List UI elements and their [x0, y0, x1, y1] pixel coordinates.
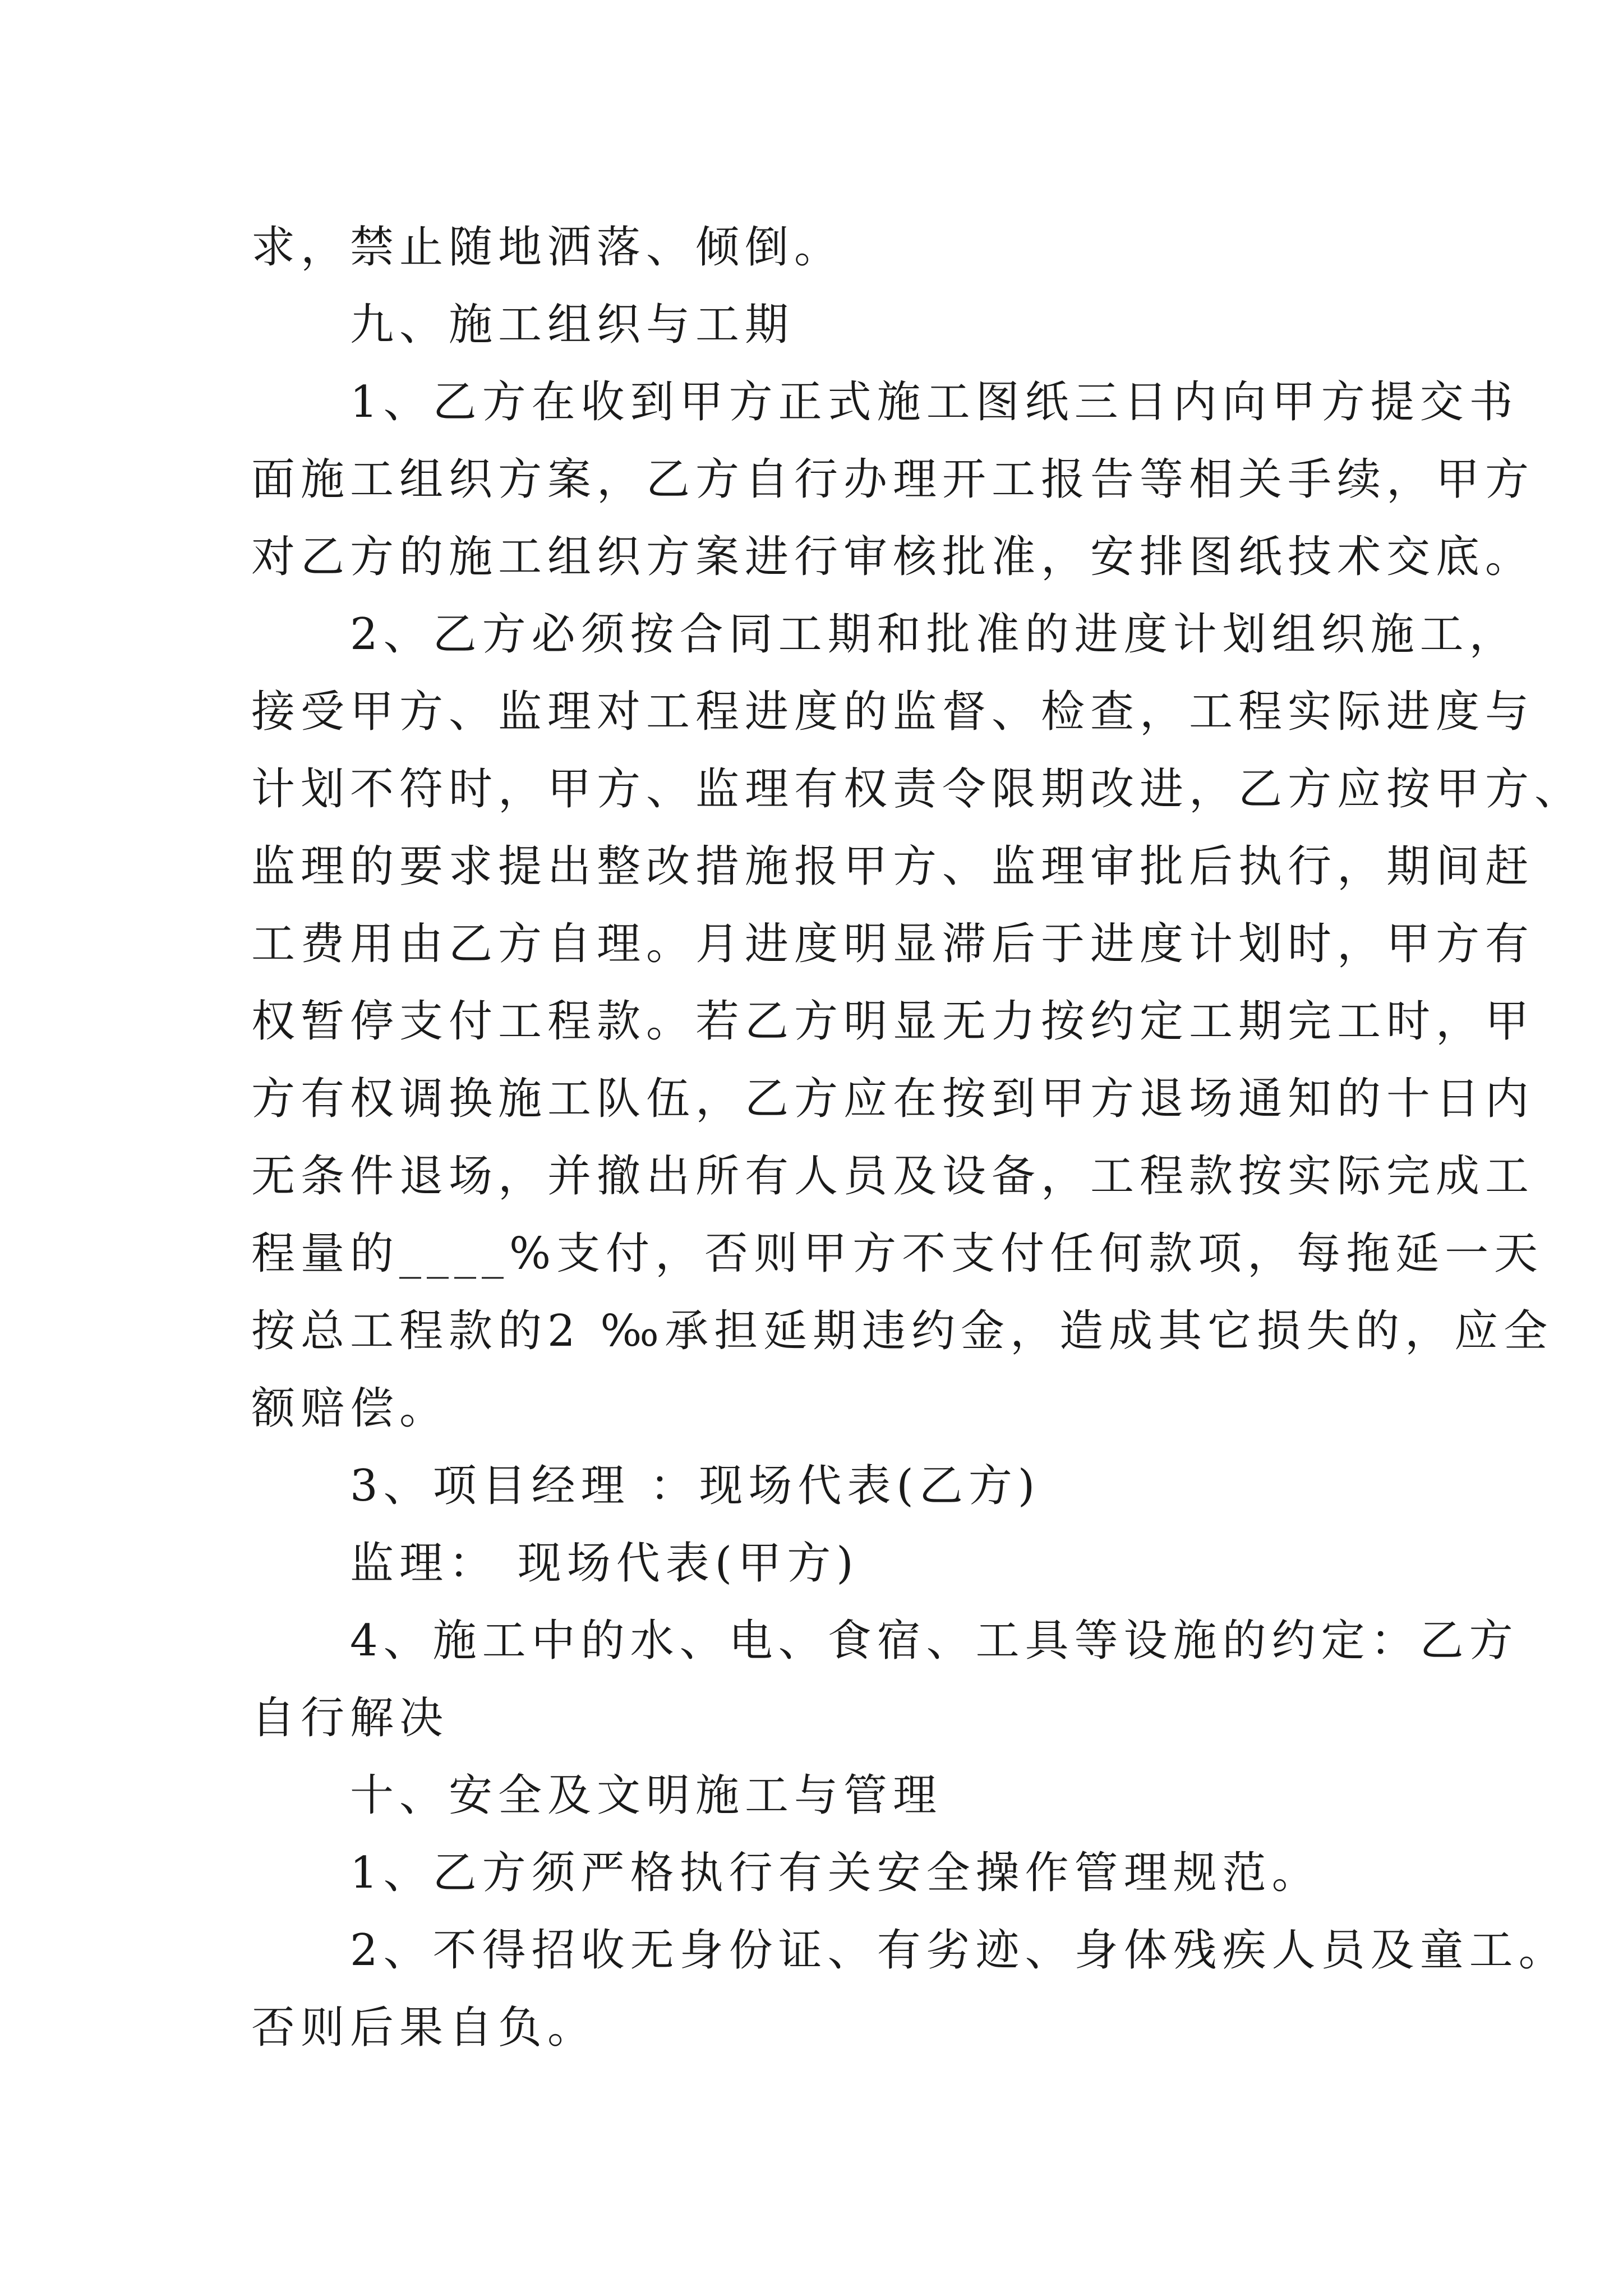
text-line: 权暂停支付工程款。若乙方明显无力按约定工期完工时，甲: [251, 996, 1535, 1047]
text-line: 2、不得招收无身份证、有劣迹、身体残疾人员及童工。: [350, 1925, 1568, 1976]
paragraph-item-1: [251, 364, 1535, 596]
paragraph-item-4: [251, 1602, 1519, 1757]
text-line: 无条件退场，并撤出所有人员及设备，工程款按实际完成工: [251, 1151, 1535, 1202]
section-heading-nine: [251, 286, 1373, 364]
text-line: 监理： 现场代表(甲方): [350, 1538, 859, 1589]
text-line: 求，禁止随地洒落、倾倒。: [251, 222, 844, 273]
text-line: 对乙方的施工组织方案进行审核批准，安排图纸技术交底。: [251, 532, 1535, 582]
paragraph-item-2: [251, 596, 1584, 1447]
text-line: 按总工程款的2 ‰承担延期违约金，造成其它损失的，应全: [251, 1306, 1553, 1356]
text-line: 2、乙方必须按合同工期和批准的进度计划组织施工，: [350, 609, 1519, 660]
text-line: 否则后果自负。: [251, 2003, 597, 2053]
paragraph-item-3: [251, 1447, 1373, 1525]
paragraph-safety-2: [251, 1912, 1568, 2067]
section-heading-ten: [251, 1757, 1373, 1834]
paragraph-continuation: [251, 209, 1373, 286]
text-line: 3、项目经理 ：现场代表(乙方): [350, 1461, 1041, 1511]
text-line: 监理的要求提出整改措施报甲方、监理审批后执行，期间赶: [251, 841, 1535, 892]
paragraph-supervisor: [251, 1525, 1373, 1602]
text-line: 4、施工中的水、电、食宿、工具等设施的约定：乙方: [350, 1616, 1519, 1666]
text-line: 十、安全及文明施工与管理: [350, 1770, 943, 1821]
text-line: 接受甲方、监理对工程进度的监督、检查，工程实际进度与: [251, 687, 1535, 737]
text-line: 1、乙方须严格执行有关安全操作管理规范。: [350, 1848, 1321, 1898]
document-body: [251, 209, 1584, 2067]
text-line: 1、乙方在收到甲方正式施工图纸三日内向甲方提交书: [350, 377, 1519, 427]
text-line: 程量的____%支付，否则甲方不支付任何款项，每拖延一天: [251, 1228, 1544, 1279]
text-line: 方有权调换施工队伍，乙方应在按到甲方退场通知的十日内: [251, 1074, 1535, 1124]
text-line: 工费用由乙方自理。月进度明显滞后于进度计划时，甲方有: [251, 919, 1535, 969]
text-line: 面施工组织方案，乙方自行办理开工报告等相关手续，甲方: [251, 454, 1535, 505]
text-line: 额赔偿。: [251, 1383, 449, 1434]
text-line: 计划不符时，甲方、监理有权责令限期改进，乙方应按甲方、: [251, 764, 1584, 815]
text-line: 九、施工组织与工期: [350, 300, 795, 350]
text-line: 自行解决: [251, 1693, 449, 1743]
paragraph-safety-1: [251, 1834, 1373, 1912]
